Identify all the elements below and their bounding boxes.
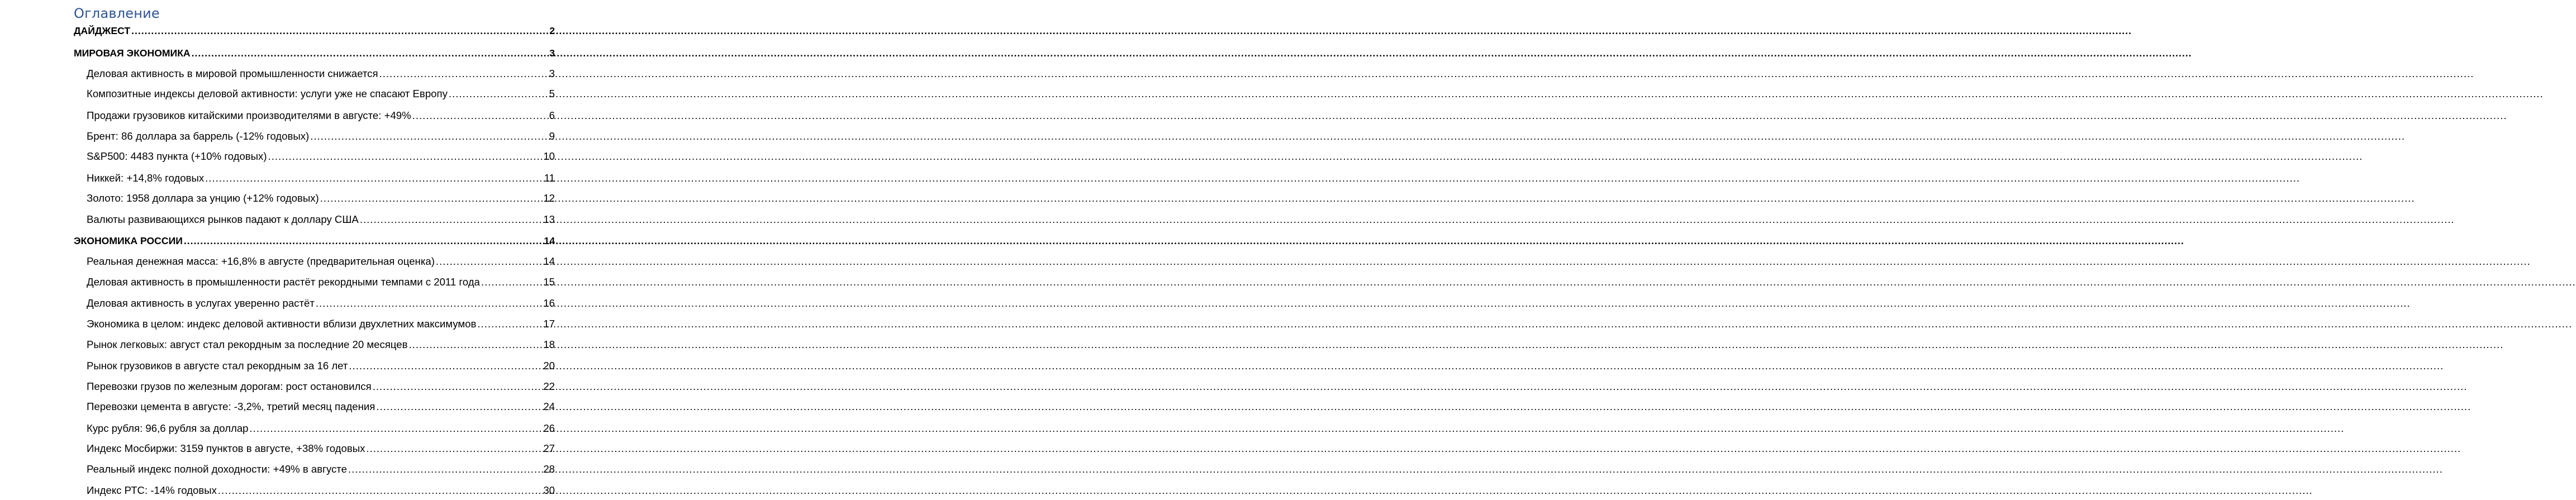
toc-entry[interactable] bbox=[87, 171, 555, 185]
toc-page-number: 20 bbox=[543, 360, 555, 372]
toc-page-number: 14 bbox=[543, 255, 555, 267]
toc-page-number: 9 bbox=[549, 130, 555, 142]
toc-entry[interactable] bbox=[87, 359, 555, 373]
toc-entry-text: Курс рубля: 96,6 рубля за доллар bbox=[87, 422, 249, 434]
toc-entry[interactable] bbox=[87, 212, 555, 227]
dot-leader bbox=[436, 254, 542, 269]
toc-entry[interactable] bbox=[87, 87, 555, 101]
dot-leader bbox=[218, 483, 542, 498]
toc-page-number: 15 bbox=[543, 276, 555, 288]
toc-entry-text: Деловая активность в услугах уверенно растёт bbox=[87, 297, 315, 309]
toc-entry-digest[interactable] bbox=[74, 23, 555, 38]
toc-list bbox=[0, 0, 559, 500]
toc-entry[interactable] bbox=[87, 296, 555, 311]
toc-entry-text: Рынок легковых: август стал рекордным за последние 20 месяцев bbox=[87, 339, 408, 350]
toc-entry-text: Валюты развивающихся рынков падают к доллару США bbox=[87, 213, 359, 225]
toc-entry-text: Брент: 86 доллара за баррель (-12% годовых) bbox=[87, 130, 310, 142]
dot-leader bbox=[412, 108, 548, 123]
dot-leader bbox=[449, 87, 548, 101]
toc-page-number: 6 bbox=[549, 109, 555, 121]
toc-page-number: 22 bbox=[543, 380, 555, 392]
dot-leader bbox=[250, 421, 543, 436]
toc-page bbox=[0, 0, 559, 500]
toc-entry[interactable] bbox=[87, 317, 555, 331]
dot-leader bbox=[366, 441, 542, 456]
toc-entry[interactable] bbox=[87, 149, 555, 164]
toc-entry-text: Индекс Мосбиржи: 3159 пунктов в августе, +38% годовых bbox=[87, 442, 365, 454]
toc-page-number: 27 bbox=[543, 442, 555, 454]
toc-page-number: 11 bbox=[544, 172, 555, 184]
dot-leader bbox=[477, 317, 542, 331]
toc-entry[interactable] bbox=[87, 108, 555, 123]
toc-entry-world-economy[interactable] bbox=[74, 46, 555, 60]
toc-entry-text: Рынок грузовиков в августе стал рекордным за 16 лет bbox=[87, 360, 348, 372]
toc-entry-text: S&P500: 4483 пункта (+10% годовых) bbox=[87, 150, 267, 162]
toc-entry-text: Золото: 1958 доллара за унцию (+12% годовых) bbox=[87, 192, 319, 204]
toc-page-number: 18 bbox=[543, 339, 555, 350]
dot-leader bbox=[349, 359, 542, 373]
toc-entry-text: Продажи грузовиков китайскими производителями в августе: +49% bbox=[87, 109, 411, 121]
toc-entry-text: Никкей: +14,8% годовых bbox=[87, 172, 205, 184]
toc-entry[interactable] bbox=[87, 275, 555, 289]
toc-page-number: 14 bbox=[544, 235, 555, 246]
toc-entry-text: Реальный индекс полной доходности: +49% в августе bbox=[87, 463, 347, 475]
toc-entry-text: Перевозки грузов по железным дорогам: рост остановился bbox=[87, 380, 372, 392]
toc-entry-text: Перевозки цемента в августе: -3,2%, третий месяц падения bbox=[87, 401, 376, 412]
toc-entry[interactable] bbox=[87, 483, 555, 498]
toc-entry[interactable] bbox=[87, 129, 555, 144]
toc-entry-text: ДАЙДЖЕСТ bbox=[74, 25, 131, 36]
dot-leader bbox=[320, 191, 543, 206]
dot-leader bbox=[360, 212, 543, 227]
toc-entry[interactable] bbox=[87, 462, 555, 477]
dot-leader bbox=[379, 66, 548, 81]
toc-entry-russia-economy[interactable] bbox=[74, 234, 555, 248]
toc-entry[interactable] bbox=[87, 337, 555, 352]
dot-leader bbox=[348, 462, 542, 477]
dot-leader bbox=[316, 296, 542, 311]
dot-leader bbox=[268, 149, 543, 164]
toc-entry[interactable] bbox=[87, 66, 555, 81]
toc-page-number: 3 bbox=[549, 68, 555, 79]
dot-leader bbox=[205, 171, 543, 185]
toc-entry[interactable] bbox=[87, 254, 555, 269]
toc-entry-text: Реальная денежная масса: +16,8% в августе (предварительная оценка) bbox=[87, 255, 435, 267]
toc-entry[interactable] bbox=[87, 379, 555, 394]
toc-entry-text: Композитные индексы деловой активности: услуги уже не спасают Европу bbox=[87, 88, 448, 99]
toc-entry-text: Деловая активность в мировой промышленности снижается bbox=[87, 68, 378, 79]
toc-entry-text: Экономика в целом: индекс деловой активности вблизи двухлетних максимумов bbox=[87, 318, 477, 330]
toc-page-number: 24 bbox=[543, 401, 555, 412]
toc-entry[interactable] bbox=[87, 421, 555, 436]
toc-entry[interactable] bbox=[87, 441, 555, 456]
toc-entry-text: Индекс РТС: -14% годовых bbox=[87, 484, 217, 496]
dot-leader bbox=[373, 379, 543, 394]
dot-leader bbox=[184, 234, 543, 248]
toc-page-number: 3 bbox=[549, 47, 555, 59]
toc-page-number: 12 bbox=[543, 192, 555, 204]
toc-entry[interactable] bbox=[87, 191, 555, 206]
toc-page-number: 28 bbox=[543, 463, 555, 475]
toc-page-number: 10 bbox=[543, 150, 555, 162]
toc-page-number: 13 bbox=[543, 213, 555, 225]
toc-page-number: 2 bbox=[549, 25, 555, 36]
dot-leader bbox=[192, 46, 549, 60]
toc-entry-text: МИРОВАЯ ЭКОНОМИКА bbox=[74, 47, 191, 59]
toc-title: Оглавление bbox=[74, 6, 160, 21]
toc-page-number: 17 bbox=[543, 318, 555, 330]
toc-page-number: 26 bbox=[543, 422, 555, 434]
dot-leader bbox=[408, 337, 542, 352]
toc-entry[interactable] bbox=[87, 399, 555, 414]
dot-leader bbox=[310, 129, 548, 144]
toc-page-number: 16 bbox=[543, 297, 555, 309]
dot-leader bbox=[481, 275, 542, 289]
dot-leader bbox=[376, 399, 542, 414]
toc-page-number: 30 bbox=[543, 484, 555, 496]
toc-entry-text: Деловая активность в промышленности растёт рекордными темпами с 2011 года bbox=[87, 276, 480, 288]
toc-entry-text: ЭКОНОМИКА РОССИИ bbox=[74, 235, 183, 246]
toc-page-number: 5 bbox=[549, 88, 555, 99]
dot-leader bbox=[131, 23, 548, 38]
